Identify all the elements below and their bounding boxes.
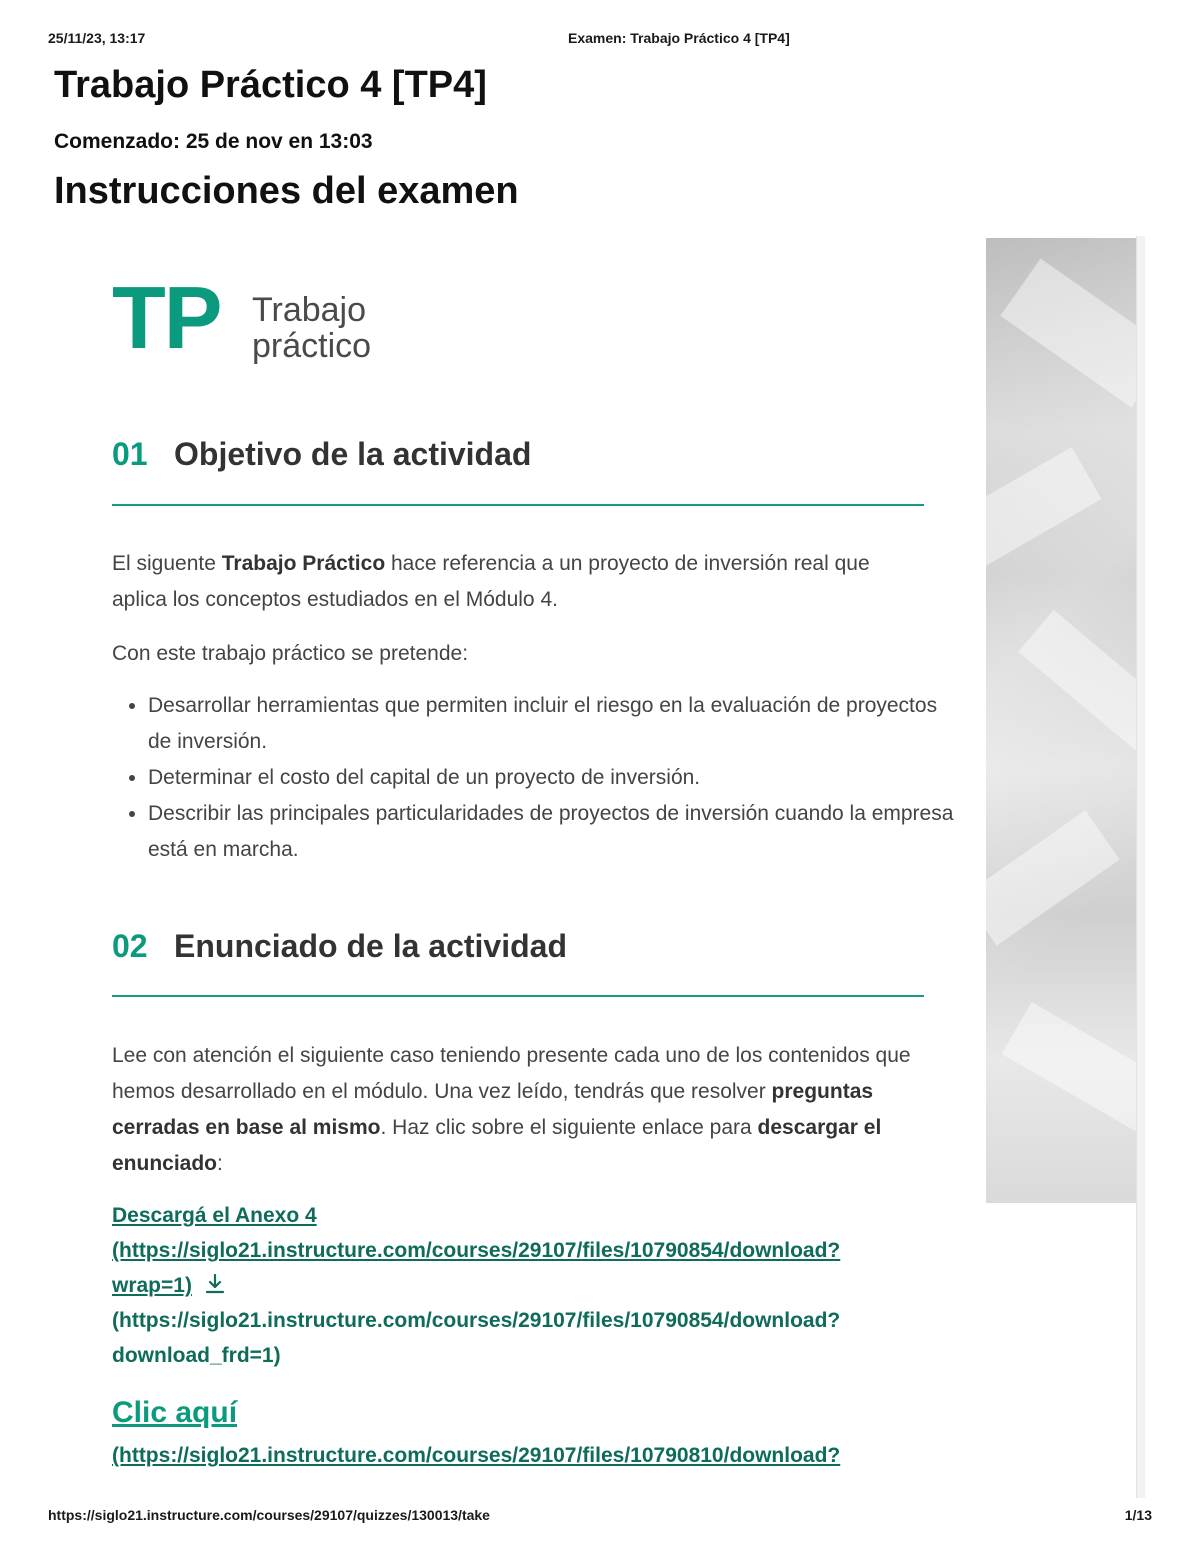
objetivo-intro [112,546,924,618]
objetivos-list [112,688,960,868]
intro-bold: Trabajo Práctico [221,552,386,575]
objetivo-lead: Con este trabajo práctico se pretende: [112,642,469,665]
clic-aqui-url-block [112,1438,924,1473]
section-divider [112,995,924,997]
instructions-heading: Instrucciones del examen [54,170,519,212]
tp-logo-word-line2: práctico [252,327,372,365]
quiz-title: Trabajo Práctico 4 [TP4] [54,64,487,106]
clic-aqui-url[interactable]: (https://siglo21.instructure.com/courses/29107/files/10790810/download? [112,1444,841,1467]
started-timestamp: Comenzado: 25 de nov en 13:03 [54,130,373,153]
section-number: 01 [112,436,148,472]
section-divider [112,504,924,506]
section-heading-objetivo [112,436,924,476]
section-number: 02 [112,928,148,964]
anexo-download-links [112,1198,924,1373]
enunciado-bold: descargar el enunciado [112,1116,882,1175]
anexo-download-link[interactable]: Descargá el Anexo 4 [112,1204,317,1227]
enunciado-text: Lee con atención el siguiente caso teniendo presente cada uno de los contenidos que hemos desarrollado en el módulo. Una vez leído, tendrás que resolver [112,1044,911,1103]
section-title: Objetivo de la actividad [174,436,532,472]
enunciado-text: . Haz clic sobre el siguiente enlace para [380,1116,758,1139]
enunciado-bold: preguntas cerradas en base al mismo [112,1080,874,1139]
download-frd-url-cont[interactable]: download_frd=1) [112,1344,281,1367]
download-icon[interactable] [204,1271,226,1293]
anexo-link-url[interactable]: (https://siglo21.instructure.com/courses/29107/files/10790854/download? [112,1239,841,1262]
list-item: • Describir las principales particularidades de proyectos de inversión cuando la empresa está en marcha. [148,796,960,868]
tp-logo-word [252,292,371,364]
scrollbar-track[interactable] [1136,236,1145,1498]
print-footer [48,1507,1152,1527]
section-title: Enunciado de la actividad [174,928,567,964]
intro-text-rest: hace referencia a un proyecto de inversión real que aplica los conceptos estudiados en el Módulo 4. [112,552,870,611]
print-footer-url: https://siglo21.instructure.com/courses/29107/quizzes/130013/take [48,1507,490,1523]
clic-aqui-link[interactable]: Clic aquí [112,1396,238,1429]
list-item: • Desarrollar herramientas que permiten incluir el riesgo en la evaluación de proyectos de inversión. [148,688,960,760]
anexo-link-url-cont[interactable]: wrap=1) [112,1274,192,1297]
section-heading-enunciado [112,928,924,968]
tp-logo [112,268,412,370]
tp-logo-mark: TP [112,268,221,367]
print-page-title: Examen: Trabajo Práctico 4 [TP4] [568,30,790,46]
print-header [48,30,1152,50]
enunciado-paragraph [112,1038,924,1182]
download-frd-url[interactable]: (https://siglo21.instructure.com/courses/29107/files/10790854/download? [112,1309,841,1332]
decorative-architecture-image [986,238,1136,1203]
print-datetime: 25/11/23, 13:17 [48,30,146,46]
list-item: • Determinar el costo del capital de un proyecto de inversión. [148,760,960,796]
enunciado-text: : [217,1152,223,1175]
tp-logo-word-line1: Trabajo [252,291,367,329]
print-page-number: 1/13 [1124,1507,1152,1523]
intro-text: El siguente [112,552,222,575]
